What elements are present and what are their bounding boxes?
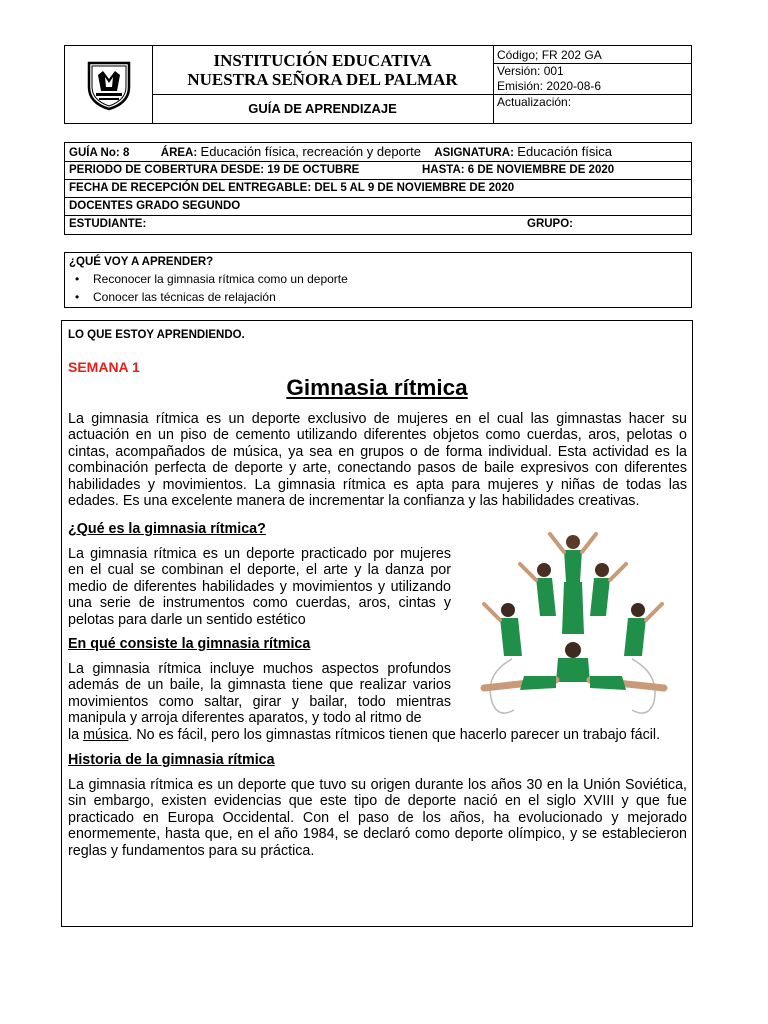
title-divider xyxy=(152,94,493,95)
q2-last-line-end: . No es fácil, pero los gimnastas rítmicos tienen que hacerlo parecer un trabajo fácil. xyxy=(128,727,661,743)
docentes-text: DOCENTES GRADO SEGUNDO xyxy=(69,200,241,212)
q1-heading: ¿Qué es la gimnasia rítmica? xyxy=(68,521,266,537)
hasta-text: HASTA: 6 DE NOVIEMBRE DE 2020 xyxy=(422,164,615,176)
asignatura-label: ASIGNATURA: xyxy=(434,147,514,159)
music-link[interactable]: música xyxy=(83,727,129,743)
section-label: LO QUE ESTOY APRENDIENDO. xyxy=(68,329,245,341)
intro-paragraph: La gimnasia rítmica es un deporte exclusivo de mujeres en el cual las gimnastas hacer su actuación en un piso de cemento utilizando diferentes objetos como cuerdas, aros, pelotas o cintas, acompañados de música, ya sea en grupos o de forma individual. Esta actividad es la combinación perfecta de deporte y arte, conectando pasos de baile expresivos con diferentes habilidades y movimientos. La gimnasia rítmica es apta para mujeres y niñas de todas las edades. Es una excelente manera de incrementar la confianza y las habilidades creativas. xyxy=(68,411,687,510)
info-table xyxy=(64,142,692,235)
q3-paragraph: La gimnasia rítmica es un deporte que tuvo su origen durante los años 30 en la Unión Soviética, sin embargo, existen evidencias que este tipo de deporte nació en el siglo XVIII y que fue practicado en Europa Occidental. Con el paso de los años, ha evolucionado y mejorado enormemente, hasta que, en el año 1984, se declaró como deporte olímpico, y se establecieron reglas y fundamentos para su práctica. xyxy=(68,777,687,859)
gymnasts-photo-icon xyxy=(464,524,682,724)
grupo-label: GRUPO: xyxy=(527,218,573,230)
info-row-docentes xyxy=(65,198,691,216)
info-row-periodo xyxy=(65,162,691,180)
info-row-estudiante xyxy=(65,216,691,234)
page-title: Gimnasia rítmica xyxy=(286,375,468,400)
guia-label: GUÍA No: xyxy=(69,147,120,159)
update-text: Actualización: xyxy=(497,95,572,109)
institution-line1: INSTITUCIÓN EDUCATIVA xyxy=(213,51,432,70)
meta-cell xyxy=(493,46,691,123)
fecha-text: FECHA DE RECEPCIÓN DEL ENTREGABLE: DEL 5 AL 9 DE NOVIEMBRE DE 2020 xyxy=(69,182,515,194)
periodo-text: PERIODO DE COBERTURA DESDE: 19 DE OCTUBRE xyxy=(69,164,360,176)
header-table xyxy=(64,45,692,124)
learn-item-2-text: Conocer las técnicas de relajación xyxy=(93,290,276,304)
learn-item-1-text: Reconocer la gimnasia rítmica como un deporte xyxy=(93,272,348,286)
content-box xyxy=(61,320,693,927)
week-label: SEMANA 1 xyxy=(68,359,140,375)
version-text: Versión: 001 xyxy=(497,64,564,78)
q2-heading: En qué consiste la gimnasia rítmica xyxy=(68,636,311,652)
title-cell xyxy=(152,46,494,123)
info-row-fecha xyxy=(65,180,691,198)
q2-last-line-start: la xyxy=(68,727,84,743)
school-crest-icon xyxy=(81,57,137,113)
area-value: Educación física, recreación y deporte xyxy=(200,144,421,159)
guide-type: GUÍA DE APRENDIZAJE xyxy=(248,101,397,116)
asignatura-value: Educación física xyxy=(517,144,612,159)
guia-value: 8 xyxy=(123,147,130,159)
q1-paragraph: La gimnasia rítmica es un deporte practicado por mujeres en el cual se combinan el deporte, el arte y la danza por medio de diferentes habilidades y movimientos y utilizando una serie de instrumentos como cuerdas, aros, cintas y pelotas para darle un sentido estético xyxy=(68,546,451,628)
institution-line2: NUESTRA SEÑORA DEL PALMAR xyxy=(187,70,458,89)
info-row-guia xyxy=(65,143,691,162)
area-label: ÁREA: xyxy=(160,147,198,159)
learn-box xyxy=(64,252,692,308)
code-text: Código; FR 202 GA xyxy=(497,48,602,62)
estudiante-label: ESTUDIANTE: xyxy=(69,218,147,230)
q2-paragraph: La gimnasia rítmica incluye muchos aspectos profundos además de un baile, la gimnasta tiene que realizar varios movimientos como saltar, girar y bailar, todo mientras manipula y arroja diferentes aparatos, y todo al ritmo de xyxy=(68,661,451,727)
learn-item-2 xyxy=(75,289,276,306)
emission-text: Emisión: 2020-08-6 xyxy=(497,79,602,93)
q2-last-line xyxy=(68,727,660,743)
logo-cell xyxy=(65,46,153,123)
learn-item-1 xyxy=(75,271,348,288)
learn-title: ¿QUÉ VOY A APRENDER? xyxy=(69,256,214,268)
q3-heading: Historia de la gimnasia rítmica xyxy=(68,752,275,768)
